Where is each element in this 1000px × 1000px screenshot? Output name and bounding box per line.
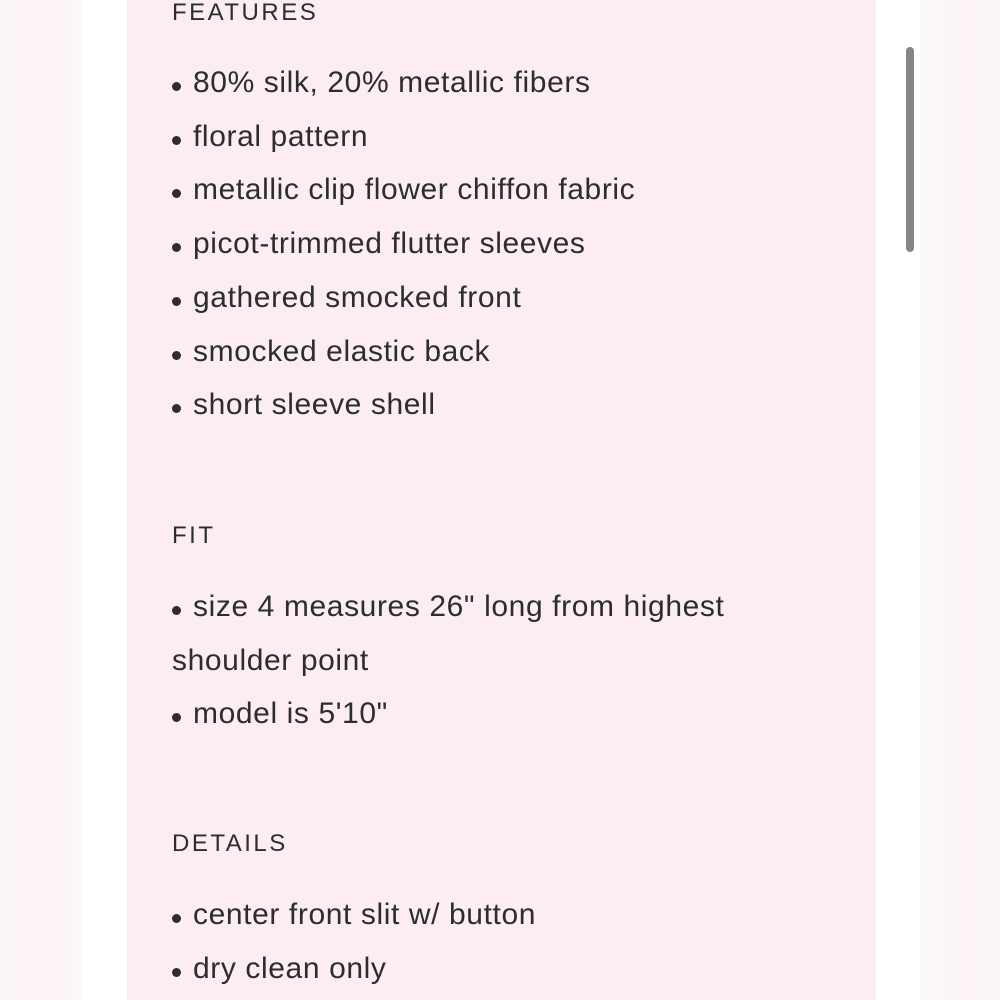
list-item: floral pattern — [172, 110, 635, 164]
bullet-icon — [172, 136, 181, 145]
scrollbar-thumb[interactable] — [906, 47, 914, 252]
bullet-icon — [172, 351, 181, 360]
bullet-icon — [172, 968, 181, 977]
list-item: smocked elastic back — [172, 325, 635, 379]
bullet-icon — [172, 243, 181, 252]
blurred-right-margin — [920, 0, 1000, 1000]
list-item: picot-trimmed flutter sleeves — [172, 217, 635, 271]
list-item: size 4 measures 26" long from highest shoulder point — [172, 590, 725, 677]
bullet-icon — [172, 914, 181, 923]
bullet-icon — [172, 82, 181, 91]
list-item: short sleeve shell — [172, 378, 635, 432]
list-item: center front slit w/ button — [172, 888, 536, 942]
details-list — [172, 888, 536, 995]
bullet-icon — [172, 189, 181, 198]
fit-list — [172, 580, 724, 741]
bullet-icon — [172, 404, 181, 413]
list-item: metallic clip flower chiffon fabric — [172, 163, 635, 217]
features-list — [172, 56, 635, 432]
list-item: model is 5'10" — [172, 687, 724, 741]
section-title-features: FEATURES — [172, 0, 319, 26]
list-item: dry clean only — [172, 942, 536, 996]
bullet-icon — [172, 606, 181, 615]
list-item: 80% silk, 20% metallic fibers — [172, 56, 635, 110]
bullet-icon — [172, 713, 181, 722]
list-item: gathered smocked front — [172, 271, 635, 325]
section-title-fit: FIT — [172, 522, 216, 549]
blurred-left-margin — [0, 0, 82, 1000]
section-title-details: DETAILS — [172, 830, 288, 857]
bullet-icon — [172, 297, 181, 306]
